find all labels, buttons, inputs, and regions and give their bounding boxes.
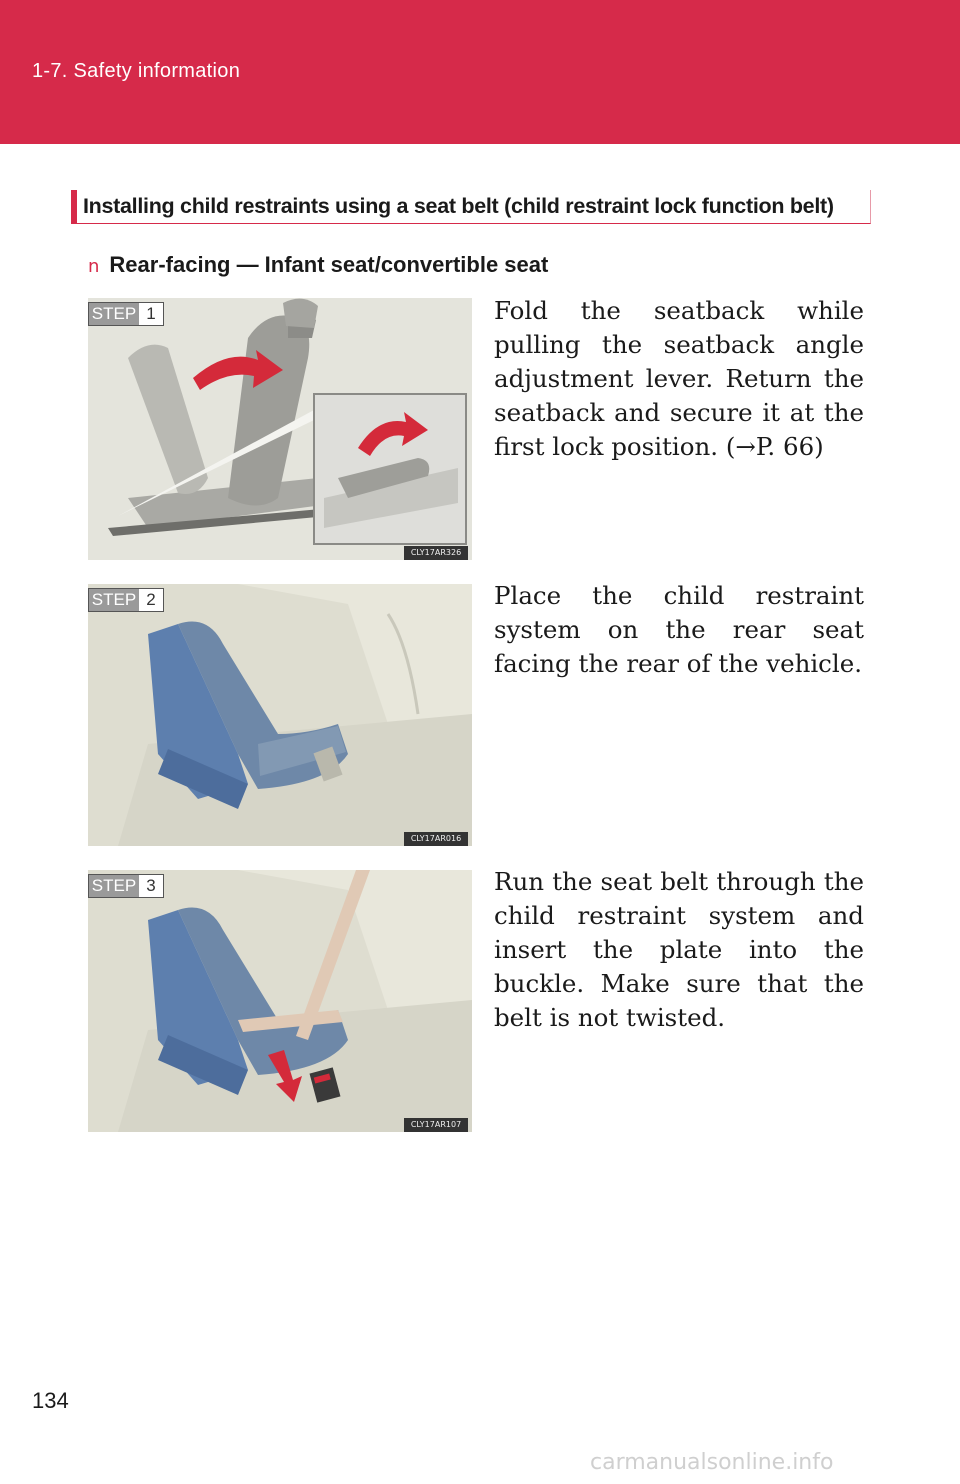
step-number: 2: [146, 590, 156, 609]
image-code: CLY17AR326: [404, 546, 468, 560]
step-label: STEP: [89, 303, 139, 325]
breadcrumb: 1-7. Safety information: [32, 60, 241, 82]
bullet-icon: n: [88, 256, 100, 277]
step-2-illustration: [88, 584, 472, 846]
step-number: 1: [146, 304, 156, 323]
section-accent-bar: [71, 190, 77, 224]
step-3-badge: [88, 874, 164, 898]
section-heading: [71, 190, 871, 224]
watermark: carmanualsonline.info: [590, 1450, 834, 1475]
step-1-text: Fold the seatback while pulling the seatback angle adjustment lever. Return the seatback and secure it at the first lock position. (→P. 66): [494, 296, 864, 461]
step-3-text: Run the seat belt through the child restraint system and insert the plate into the buckle. Make sure that the belt is not twisted.: [494, 867, 864, 1032]
subheading-text: Rear-facing — Infant seat/convertible seat: [109, 252, 549, 277]
step-number: 3: [146, 876, 156, 895]
image-code: CLY17AR016: [404, 832, 468, 846]
image-code: CLY17AR107: [404, 1118, 468, 1132]
step-label: STEP: [89, 875, 139, 897]
page-header: [0, 0, 960, 144]
step-3-illustration: [88, 870, 472, 1132]
subheading: [88, 252, 548, 278]
step-2-badge: [88, 588, 164, 612]
child-seat-placement-illustration: [88, 584, 472, 846]
section-title: Installing child restraints using a seat belt (child restraint lock function belt): [83, 194, 834, 218]
step-2-text: Place the child restraint system on the rear seat facing the rear of the vehicle.: [494, 581, 864, 678]
step-label: STEP: [89, 589, 139, 611]
seatback-fold-illustration: [88, 298, 472, 560]
step-1-illustration: [88, 298, 472, 560]
step-1-badge: [88, 302, 164, 326]
page-number: 134: [32, 1388, 69, 1413]
seat-belt-buckle-illustration: [88, 870, 472, 1132]
